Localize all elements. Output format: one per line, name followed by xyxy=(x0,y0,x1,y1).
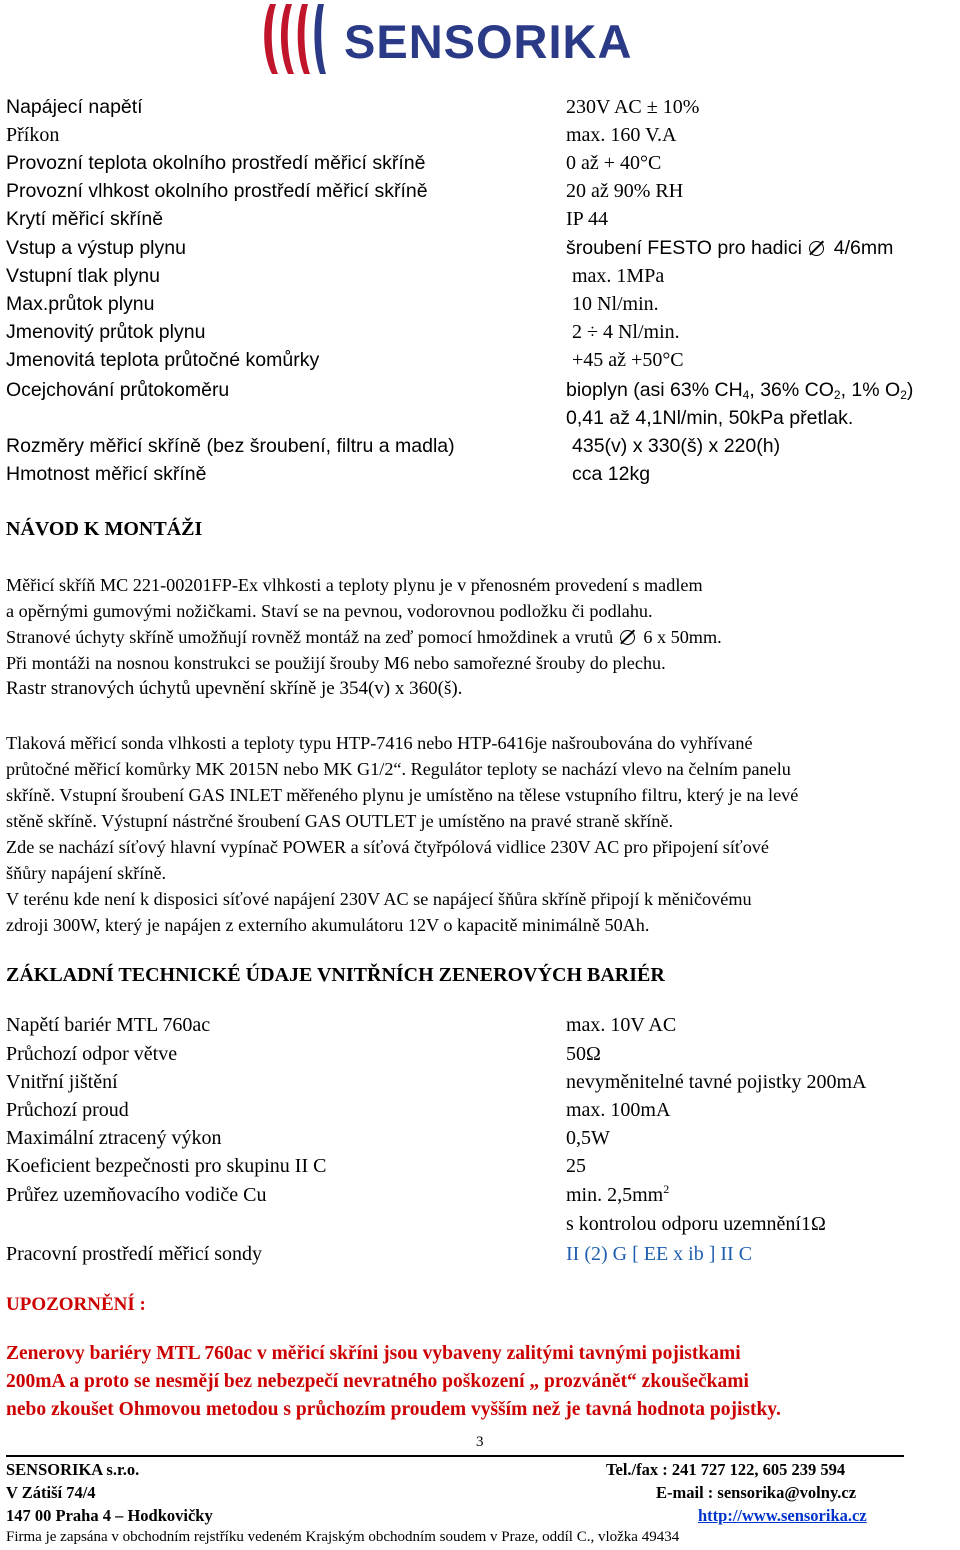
footer-email[interactable]: E-mail : sensorika@volny.cz xyxy=(656,1483,857,1502)
spec-value: max. 1MPa xyxy=(572,265,665,287)
paragraph-line: Měřicí skříň MC 221-00201FP-Ex vlhkosti a teploty plynu je v přenosném provedení s madlem xyxy=(6,575,703,595)
barrier-label: Průřez uzemňovacího vodiče Cu xyxy=(6,1184,267,1206)
spec-value: 0,41 až 4,1Nl/min, 50kPa přetlak. xyxy=(566,407,854,429)
barrier-value: max. 100mA xyxy=(566,1099,671,1121)
spec-label: Hmotnost měřicí skříně xyxy=(6,463,207,485)
barrier-label: Maximální ztracený výkon xyxy=(6,1127,222,1149)
subscript: 2 xyxy=(833,388,841,402)
spec-value xyxy=(566,234,893,262)
footer-phone: Tel./fax : 241 727 122, 605 239 594 xyxy=(606,1460,846,1479)
spec-value: +45 až +50°C xyxy=(572,349,684,371)
spec-row xyxy=(6,149,960,177)
paragraph-line xyxy=(6,624,960,650)
spec-row xyxy=(6,318,960,346)
footer-company: SENSORIKA s.r.o. xyxy=(6,1460,140,1479)
spec-row xyxy=(6,234,960,262)
spec-value: cca 12kg xyxy=(572,463,651,485)
warning-line: Zenerovy bariéry MTL 760ac v měřicí skříni jsou vybaveny zalitými tavnými pojistkami xyxy=(6,1343,741,1364)
spec-label: Vstupní tlak plynu xyxy=(6,265,160,287)
spec-row xyxy=(6,93,960,121)
barrier-row xyxy=(6,1068,960,1096)
spec-label: Rozměry měřicí skříně (bez šroubení, filtru a madla) xyxy=(6,435,455,457)
barrier-label: Napětí bariér MTL 760ac xyxy=(6,1014,211,1036)
barrier-row xyxy=(6,1240,960,1268)
barrier-value: nevyměnitelné tavné pojistky 200mA xyxy=(566,1071,867,1093)
barrier-row-continuation xyxy=(6,1210,960,1238)
barrier-row xyxy=(6,1181,960,1209)
warning-line: 200mA a proto se nesmějí bez nebezpečí nevratného poškození „ prozvánět“ zkoušečkami xyxy=(6,1371,749,1392)
spec-label: Krytí měřicí skříně xyxy=(6,208,164,230)
spec-row-continuation xyxy=(6,404,960,432)
spec-label: Ocejchování průtokoměru xyxy=(6,379,230,401)
barrier-label: Koeficient bezpečnosti pro skupinu II C xyxy=(6,1155,327,1177)
spec-row xyxy=(6,205,960,233)
subscript: 2 xyxy=(900,388,907,402)
spec-value-text: 4/6mm xyxy=(833,237,894,259)
spec-label: Max.průtok plynu xyxy=(6,293,155,315)
spec-value-text: , 1% O xyxy=(840,379,901,401)
spec-row xyxy=(6,177,960,205)
logo-text: SENSORIKA xyxy=(344,15,633,68)
barrier-label: Průchozí odpor větve xyxy=(6,1043,178,1065)
barrier-label: Pracovní prostředí měřicí sondy xyxy=(6,1243,263,1265)
superscript: 2 xyxy=(663,1182,670,1196)
barrier-row xyxy=(6,1096,960,1124)
paragraph-line: Tlaková měřicí sonda vlhkosti a teploty typu HTP-7416 nebo HTP-6416je našroubována do vyhřívané xyxy=(6,733,753,753)
paragraph-line: Zde se nachází síťový hlavní vypínač POWER a síťová čtyřpólová vidlice 230V AC pro připojení síťové xyxy=(6,837,769,857)
paragraph-line: průtočné měřicí komůrky MK 2015N nebo MK G1/2“. Regulátor teploty se nachází vlevo na čelním panelu xyxy=(6,759,791,779)
mounting-heading: NÁVOD K MONTÁŽI xyxy=(6,518,203,540)
barrier-row xyxy=(6,1152,960,1180)
paragraph-line: V terénu kde není k disposici síťové napájení 230V AC se napájecí šňůra skříně připojí k měničovému xyxy=(6,889,752,909)
spec-value: 230V AC ± 10% xyxy=(566,96,700,118)
logo-mark-icon xyxy=(258,2,338,76)
barrier-value: 50Ω xyxy=(566,1043,601,1065)
footer-divider xyxy=(6,1455,904,1457)
spec-row xyxy=(6,290,960,318)
spec-value-text: šroubení FESTO pro hadici xyxy=(566,237,802,259)
spec-label: Napájecí napětí xyxy=(6,96,143,118)
barriers-heading: ZÁKLADNÍ TECHNICKÉ ÚDAJE VNITŘNÍCH ZENEROVÝCH BARIÉR xyxy=(6,964,665,986)
spec-row xyxy=(6,376,960,404)
spec-value: 0 až + 40°C xyxy=(566,152,662,174)
spec-value: 20 až 90% RH xyxy=(566,180,684,202)
spec-value: max. 160 V.A xyxy=(566,124,677,146)
paragraph-line: stěně skříně. Výstupní nástrčné šroubení GAS OUTLET je umístěno na pravé straně skříně. xyxy=(6,811,674,831)
paragraph-line: Rastr stranových úchytů upevnění skříně je 354(v) x 360(š). xyxy=(6,678,463,699)
barrier-value: max. 10V AC xyxy=(566,1014,677,1036)
spec-row xyxy=(6,460,960,488)
paragraph-line: šňůry napájení skříně. xyxy=(6,863,167,883)
paragraph-text: 6 x 50mm. xyxy=(643,627,722,647)
diameter-icon xyxy=(809,241,824,256)
probe-paragraph xyxy=(6,730,960,938)
footer-web-link[interactable]: http://www.sensorika.cz xyxy=(698,1506,867,1525)
paragraph-line: skříně. Vstupní šroubení GAS INLET měřeného plynu je umístěno na tělese vstupního filtru, který je na levé xyxy=(6,785,799,805)
barrier-label: Vnitřní jištění xyxy=(6,1071,118,1093)
subscript: 4 xyxy=(742,388,750,402)
barrier-row xyxy=(6,1040,960,1068)
warning-line: nebo zkoušet Ohmovou metodou s průchozím proudem vyšším než je tavná hodnota pojistky. xyxy=(6,1399,781,1420)
spec-value-text: , 36% CO xyxy=(749,379,834,401)
paragraph-line: zdroji 300W, který je napájen z externího akumulátoru 12V o kapacitě minimálně 50Ah. xyxy=(6,915,650,935)
spec-label: Jmenovitá teplota průtočné komůrky xyxy=(6,349,320,371)
barrier-value xyxy=(566,1181,669,1209)
warning-text xyxy=(6,1340,781,1424)
barrier-value: s kontrolou odporu uzemnění1Ω xyxy=(566,1213,826,1235)
spec-value: IP 44 xyxy=(566,208,609,230)
diameter-icon xyxy=(620,630,635,645)
paragraph-line: a opěrnými gumovými nožičkami. Staví se na pevnou, vodorovnou podložku či podlahu. xyxy=(6,601,653,621)
barrier-value: II (2) G [ EE x ib ] II C xyxy=(566,1243,753,1265)
spec-label: Příkon xyxy=(6,124,60,146)
spec-label: Jmenovitý průtok plynu xyxy=(6,321,206,343)
spec-row xyxy=(6,346,960,374)
barrier-row xyxy=(6,1011,960,1039)
spec-row xyxy=(6,121,960,149)
spec-label: Provozní teplota okolního prostředí měřicí skříně xyxy=(6,152,426,174)
barrier-value: 0,5W xyxy=(566,1127,610,1149)
spec-row xyxy=(6,262,960,290)
spec-value-text: bioplyn (asi 63% CH xyxy=(566,379,743,401)
footer-city: 147 00 Praha 4 – Hodkovičky xyxy=(6,1506,213,1525)
barrier-label: Průchozí proud xyxy=(6,1099,129,1121)
spec-label: Vstup a výstup plynu xyxy=(6,237,186,259)
spec-value-text: ) xyxy=(906,379,914,401)
spec-value: 10 Nl/min. xyxy=(572,293,659,315)
sensorika-logo xyxy=(258,2,658,76)
mounting-paragraph xyxy=(6,572,960,702)
barrier-row xyxy=(6,1124,960,1152)
barrier-value: 25 xyxy=(566,1155,586,1177)
spec-row xyxy=(6,432,960,460)
page-number: 3 xyxy=(476,1434,484,1450)
spec-value: 2 ÷ 4 Nl/min. xyxy=(572,321,680,343)
warning-heading: UPOZORNĚNÍ : xyxy=(6,1294,146,1315)
barrier-value-text: min. 2,5mm xyxy=(566,1184,664,1206)
footer-street: V Zátiší 74/4 xyxy=(6,1483,96,1502)
paragraph-text: Stranové úchyty skříně umožňují rovněž montáž na zeď pomocí hmoždinek a vrutů xyxy=(6,627,614,647)
spec-label: Provozní vlhkost okolního prostředí měřicí skříně xyxy=(6,180,428,202)
spec-value: 435(v) x 330(š) x 220(h) xyxy=(572,435,781,457)
spec-value xyxy=(566,376,913,404)
paragraph-line: Při montáži na nosnou konstrukci se použijí šrouby M6 nebo samořezné šrouby do plechu. xyxy=(6,653,666,673)
footer-registry: Firma je zapsána v obchodním rejstříku vedeném Krajským obchodním soudem v Praze, oddíl C., vložka 49434 xyxy=(6,1529,680,1545)
